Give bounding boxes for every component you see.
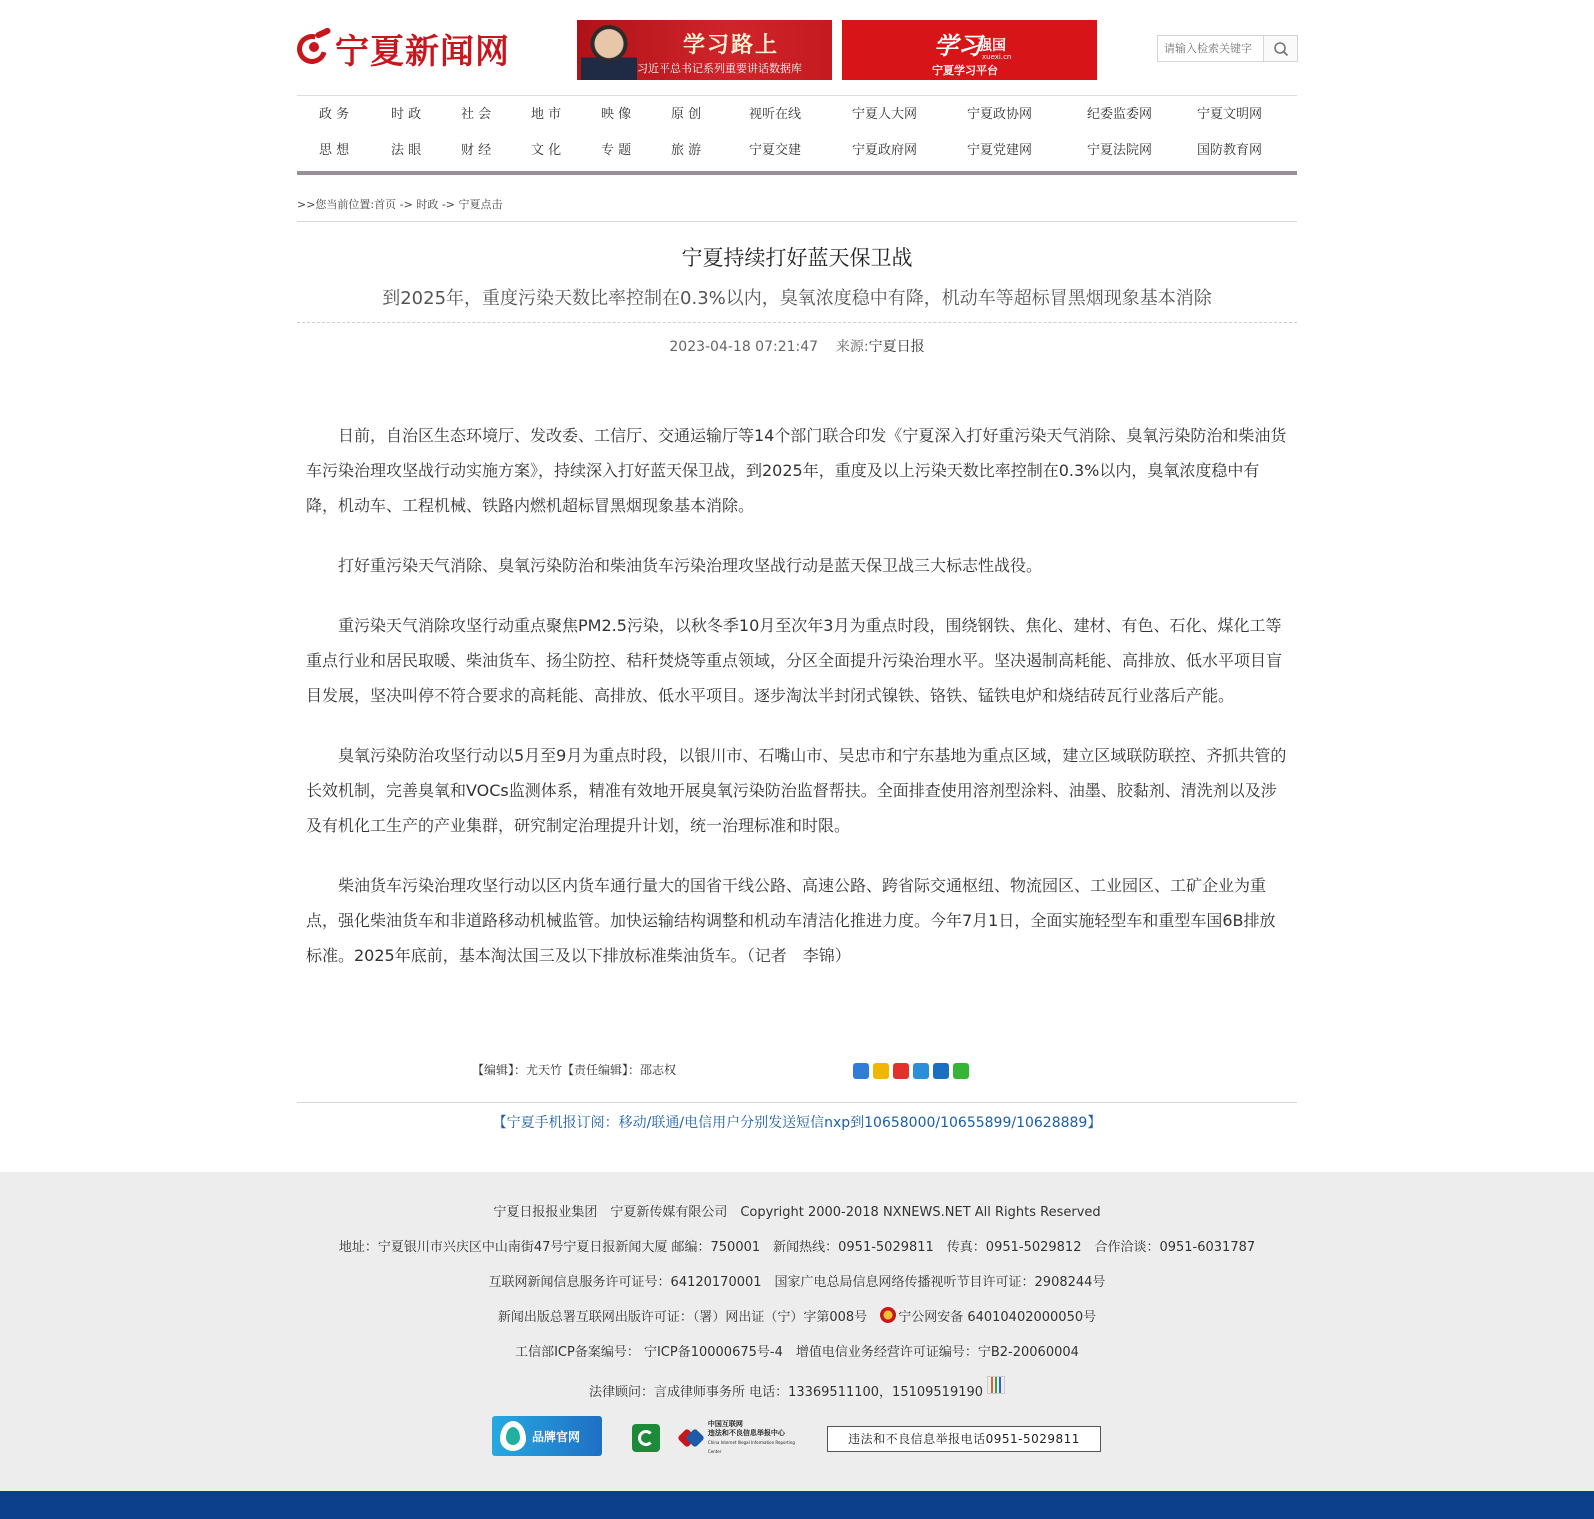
article-title: 宁夏持续打好蓝天保卫战 [681, 246, 913, 270]
breadcrumb-current[interactable]: 宁夏点击 [458, 198, 503, 211]
breadcrumb-section[interactable]: 时政 [416, 198, 439, 211]
article-paragraph: 重污染天气消除攻坚行动重点聚焦PM2.5污染，以秋冬季10月至次年3月为重点时段，围绕钢铁、焦化、建材、有色、石化、煤化工等重点行业和居民取暖、柴油货车、扬尘防控、秸秆焚烧等重点领域，分区全面提升污染治理水平。坚决遏制高耗能、高排放、低水平项目盲目发展，坚决叫停不符合要求的高耗能、高排放、低水平项目。逐步淘汰半封闭式镍铁、铬铁、锰铁电炉和烧结砖瓦行业落后产能。 [306, 616, 1283, 705]
footer-legal [0, 1376, 1594, 1400]
article-source: 宁夏日报 [868, 339, 925, 355]
breadcrumb [297, 196, 1297, 222]
article-body [306, 418, 1288, 998]
report-center-text [708, 1420, 802, 1456]
illegal-report-center-link[interactable] [678, 1420, 802, 1454]
logo-text: 宁夏新闻网 [335, 31, 510, 72]
nav-item-culture[interactable]: 文 化 [531, 143, 562, 158]
nav-item-transport[interactable]: 宁夏交建 [749, 143, 802, 158]
footer-icp: 工信部ICP备案编号： 宁ICP备10000675号-4 增值电信业务经营许可证编号：宁B2-20060004 [515, 1345, 1079, 1360]
site-logo[interactable] [297, 26, 510, 70]
report-center-icon [678, 1426, 704, 1450]
article-paragraph: 臭氧污染防治攻坚行动以5月至9月为重点时段，以银川市、石嘴山市、吴忠市和宁东基地为重点区域，建立区域联防联控、齐抓共管的长效机制，完善臭氧和VOCs监测体系，精准有效地开展臭氧污染防治监督帮扶。全面排查使用溶剂型涂料、油墨、胶黏剂、清洗剂以及涉及有机化工生产的产业集群，研究制定治理提升计划，统一治理标准和时限。 [306, 746, 1287, 835]
nav-item-travel[interactable]: 旅 游 [671, 143, 702, 158]
mobile-subscribe-link[interactable]: 【宁夏手机报订阅：移动/联通/电信用户分别发送短信nxp到10658000/10655899/10628889】 [492, 1115, 1102, 1131]
share-bar [853, 1063, 969, 1079]
nav-item-images[interactable]: 映 像 [601, 107, 632, 122]
bottom-bar [0, 1491, 1594, 1519]
article-paragraph: 柴油货车污染治理攻坚行动以区内货车通行量大的国省干线公路、高速公路、跨省际交通枢纽、物流园区、工业园区、工矿企业为重点，强化柴油货车和非道路移动机械监管。加快运输结构调整和机动车清洁化推进力度。今年7月1日，全面实施轻型车和重型车国6B排放标准。2025年底前，基本淘汰国三及以下排放标准柴油货车。（记者 李锦） [306, 876, 1276, 965]
nav-item-discipline[interactable]: 纪委监委网 [1087, 107, 1153, 122]
breadcrumb-arrow: -> [438, 198, 459, 211]
nav-item-av-online[interactable]: 视听在线 [749, 107, 802, 122]
report-phone-box: 违法和不良信息举报电话0951-5029811 [827, 1426, 1101, 1452]
nav-item-civilization[interactable]: 宁夏文明网 [1197, 107, 1263, 122]
nav-row-1 [297, 97, 1297, 132]
nav-item-thought[interactable]: 思 想 [319, 143, 350, 158]
footer-copyright: 宁夏日报报业集团 宁夏新传媒有限公司 Copyright 2000-2018 NXNEWS.NET All Rights Reserved [493, 1205, 1101, 1220]
share-more-icon[interactable] [853, 1063, 869, 1079]
nav-item-topics[interactable]: 专 题 [601, 143, 632, 158]
nav-item-npc[interactable]: 宁夏人大网 [852, 107, 918, 122]
brand-site-button[interactable] [492, 1416, 602, 1456]
xuexi-platform-label: 宁夏学习平台 [932, 64, 998, 77]
xuexi-strong-text: 强国 [978, 38, 1006, 54]
article-paragraph: 日前，自治区生态环境厅、发改委、工信厅、交通运输厅等14个部门联合印发《宁夏深入打好重污染天气消除、臭氧污染防治和柴油货车污染治理攻坚战行动实施方案》，持续深入打好蓝天保卫战，到2025年，重度及以上污染天数比率控制在0.3%以内，臭氧浓度稳中有降，机动车、工程机械、铁路内燃机超标冒黑烟现象基本消除。 [306, 426, 1287, 515]
divider [297, 1102, 1297, 1103]
nav-item-party[interactable]: 宁夏党建网 [967, 143, 1033, 158]
breadcrumb-arrow: -> [396, 198, 417, 211]
green-shield-icon[interactable] [632, 1424, 660, 1452]
search-box [1157, 35, 1298, 62]
article-paragraph: 打好重污染天气消除、臭氧污染防治和柴油货车污染治理攻坚战行动是蓝天保卫战三大标志性战役。 [338, 556, 1043, 575]
article-subtitle: 到2025年，重度污染天数比率控制在0.3%以内，臭氧浓度稳中有降，机动车等超标冒黑烟现象基本消除 [382, 288, 1212, 309]
footer-logos [0, 1416, 1594, 1456]
publish-license-text: 新闻出版总署互联网出版许可证：（署）网出证（宁）字第008号 [497, 1310, 881, 1325]
nav-item-politics[interactable]: 政 务 [319, 107, 350, 122]
nav-item-defense[interactable]: 国防教育网 [1197, 143, 1263, 158]
nav-item-finance[interactable]: 财 经 [461, 143, 492, 158]
nav-item-court[interactable]: 宁夏法院网 [1087, 143, 1153, 158]
wechat-icon[interactable] [953, 1063, 969, 1079]
stats-icon[interactable] [987, 1376, 1005, 1394]
pinterest-icon[interactable] [913, 1063, 929, 1079]
search-button[interactable] [1263, 36, 1297, 61]
banner-title: 学习路上 [683, 33, 780, 58]
main-nav [297, 95, 1297, 175]
report-center-label2: 违法和不良信息举报中心 [707, 1429, 785, 1437]
search-input[interactable] [1158, 36, 1263, 61]
xuexi-logo-text: 学习 [934, 31, 982, 60]
nav-item-law[interactable]: 法 眼 [391, 143, 422, 158]
report-center-label1: 中国互联网 [707, 1420, 743, 1428]
article-datetime: 2023-04-18 07:21:47 [669, 339, 819, 355]
public-security-link[interactable]: 宁公网安备 64010402000050号 [898, 1310, 1097, 1325]
footer-publish-license [0, 1306, 1594, 1325]
nav-item-original[interactable]: 原 创 [671, 107, 702, 122]
nav-item-cities[interactable]: 地 市 [531, 107, 562, 122]
weibo-icon[interactable] [893, 1063, 909, 1079]
nav-item-current-affairs[interactable]: 时 政 [391, 107, 422, 122]
footer-license: 互联网新闻信息服务许可证号：64120170001 国家广电总局信息网络传播视听节目许可证：2908244号 [488, 1275, 1106, 1290]
qzone-icon[interactable] [873, 1063, 889, 1079]
breadcrumb-home[interactable]: 首页 [374, 198, 397, 211]
legal-advisor-text: 法律顾问：言成律师事务所 电话：13369511100，15109519190 [588, 1385, 984, 1400]
breadcrumb-prefix: >>您当前位置: [297, 198, 375, 211]
xuexi-site: xuexi.cn [982, 53, 1012, 61]
logo-mark-icon [297, 28, 331, 68]
study-road-banner[interactable] [577, 20, 832, 80]
source-label: 来源: [835, 339, 869, 355]
xuexi-platform-banner[interactable] [842, 20, 1097, 80]
editor-credit: 【编辑】：尤天竹【责任编辑】：邵志权 [472, 1063, 677, 1077]
header [297, 0, 1297, 95]
report-center-label3: China Internet Illegal Information Reporting Center [707, 1440, 795, 1454]
banner-subtitle: 习近平总书记系列重要讲话数据库 [637, 62, 802, 75]
article-meta [297, 336, 1297, 356]
divider [297, 322, 1297, 323]
brand-site-label: 品牌官网 [532, 1429, 581, 1444]
nav-item-cppcc[interactable]: 宁夏政协网 [967, 107, 1033, 122]
footer-address: 地址：宁夏银川市兴庆区中山南街47号宁夏日报新闻大厦 邮编：750001 新闻热线：0951-5029811 传真：0951-5029812 合作洽谈：0951-6031787 [338, 1240, 1256, 1255]
police-badge-icon [880, 1307, 896, 1323]
water-drop-icon [500, 1421, 526, 1451]
portrait-image [581, 24, 637, 80]
nav-item-government[interactable]: 宁夏政府网 [852, 143, 918, 158]
renren-icon[interactable] [933, 1063, 949, 1079]
nav-item-society[interactable]: 社 会 [461, 107, 492, 122]
search-icon [1273, 41, 1289, 57]
nav-row-2 [297, 133, 1297, 168]
